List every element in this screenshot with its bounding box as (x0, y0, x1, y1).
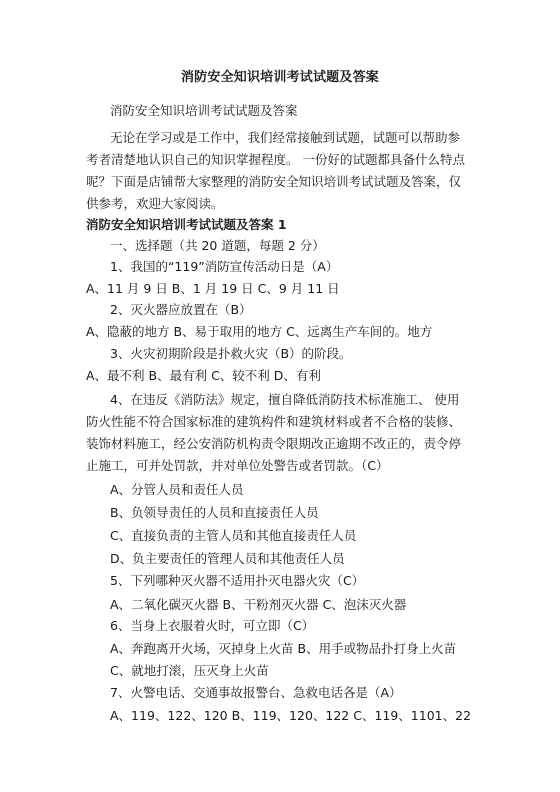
question-line: 防火性能不符合国家标准的建筑构件和建筑材料或者不合格的装修、 (86, 414, 462, 429)
answer-options: A、二氧化碳灭火器 B、干粉剂灭火器 C、泡沫灭火器 (110, 597, 407, 612)
question-line: 5、下列哪种灭火器不适用扑灭电器火灾（C） (110, 573, 365, 588)
answer-option: C、直接负责的主管人员和其他直接责任人员 (110, 528, 357, 543)
intro-line: 供参考，欢迎大家阅读。 (86, 196, 224, 211)
answer-options: A、11 月 9 日 B、1 月 19 日 C、9 月 11 日 (86, 281, 340, 296)
question-line: 6、当身上衣服着火时，可立即（C） (110, 618, 315, 633)
question-line: 3、火灾初期阶段是扑救火灾（B）的阶段。 (110, 346, 352, 361)
intro-line: 呢？下面是店铺帮大家整理的消防安全知识培训考试试题及答案，仅 (86, 174, 462, 189)
answer-options: A、最不利 B、最有利 C、较不利 D、有利 (86, 368, 321, 383)
section-heading: 消防安全知识培训考试试题及答案 1 (86, 217, 287, 232)
subtitle: 消防安全知识培训考试试题及答案 (110, 103, 298, 118)
answer-option: A、分管人员和责任人员 (110, 482, 244, 497)
answer-option: C、就地打滚，压灭身上火苗 (110, 663, 269, 678)
question-line: 止施工，可并处罚款，并对单位处警告或者罚款。（C） (86, 458, 389, 473)
answer-options: A、隐蔽的地方 B、易于取用的地方 C、远离生产车间的。地方 (86, 324, 433, 339)
document-title: 消防安全知识培训考试试题及答案 (180, 70, 379, 85)
intro-line: 考者清楚地认识自己的知识掌握程度。 一份好的试题都具备什么特点 (86, 152, 465, 167)
answer-option: B、负领导责任的人员和直接责任人员 (110, 505, 319, 520)
intro-line: 无论在学习或是工作中，我们经常接触到试题，试题可以帮助参 (110, 130, 461, 145)
question-line: 2、灭火器应放置在（B） (110, 302, 252, 317)
answer-option: D、负主要责任的管理人员和其他责任人员 (110, 551, 345, 566)
question-line: 装饰材料施工，经公安消防机构责令限期改正逾期不改正的，责令停 (86, 436, 462, 451)
question-line: 1、我国的“119”消防宣传活动日是（A） (110, 259, 339, 274)
section-note: 一、选择题（共 20 道题，每题 2 分） (110, 238, 325, 253)
question-line: 7、火警电话、交通事故报警台、急救电话各是（A） (110, 685, 402, 700)
question-line: 4、在违反《消防法》规定，擅自降低消防技术标准施工、 使用 (110, 392, 460, 407)
answer-options: A、奔跑离开火场，灭掉身上火苗 B、用手或物品扑打身上火苗 (110, 641, 457, 656)
answer-options: A、119、122、120 B、119、120、122 C、119、1101、22 (110, 708, 472, 723)
